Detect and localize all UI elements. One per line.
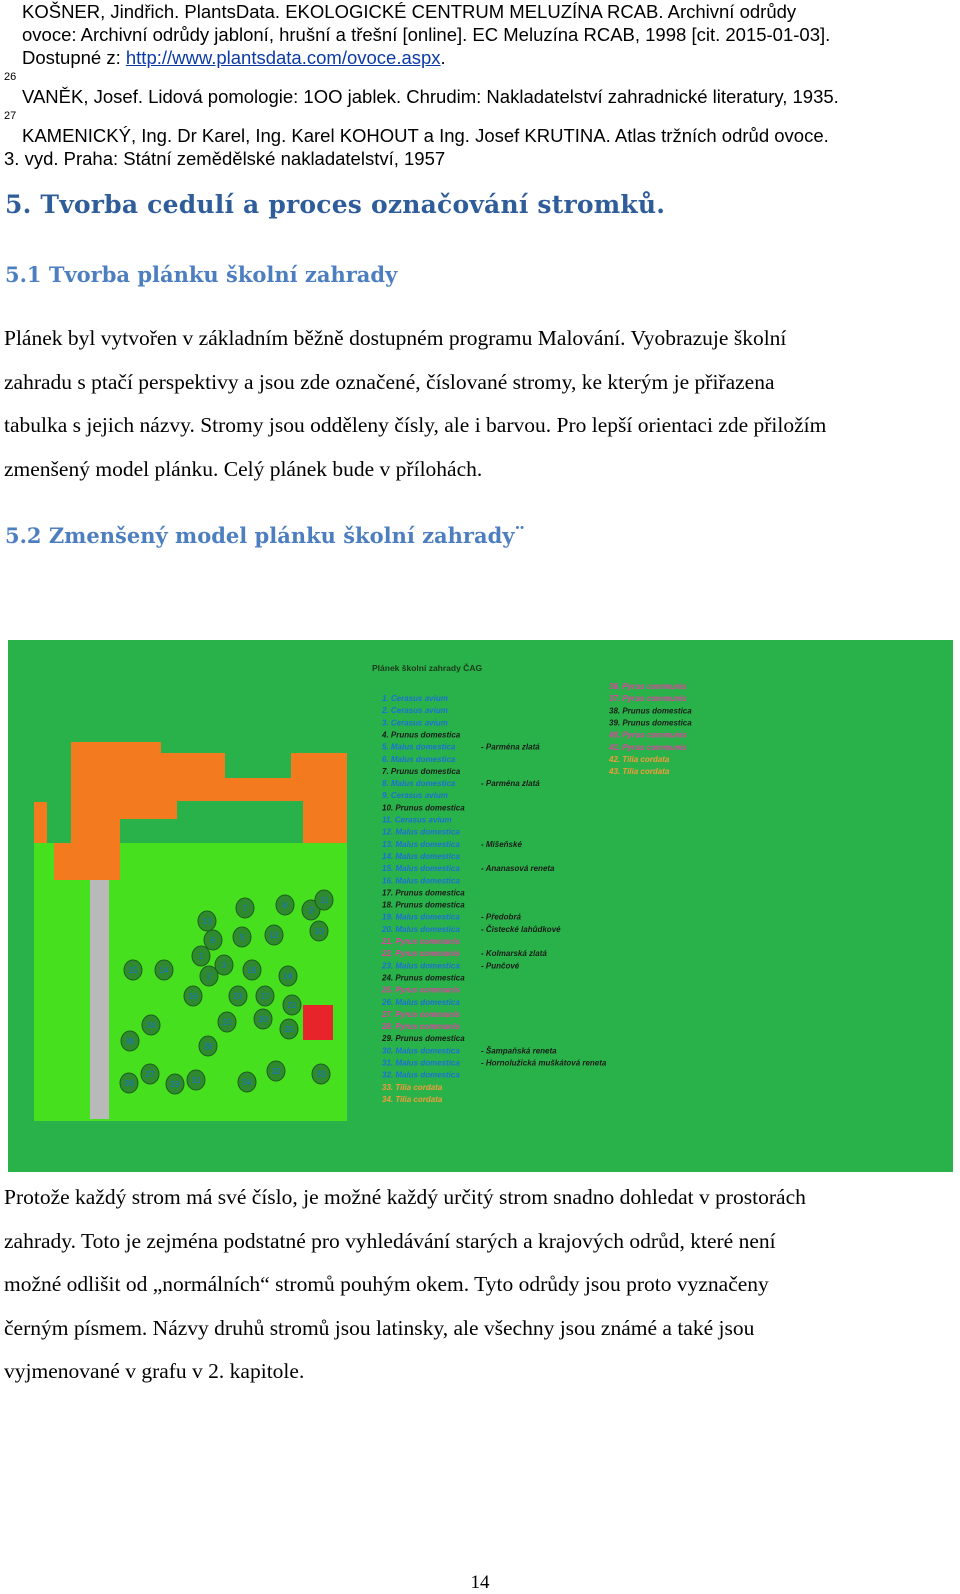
species-list-item: 9. Cerasus avium (382, 791, 448, 801)
species-list-item: 6. Malus domestica (382, 754, 456, 764)
variety-label: - Šampaňská reneta (481, 1046, 557, 1056)
page-number: 14 (470, 1572, 490, 1593)
plan-title: Plánek školní zahrady ČAG (372, 663, 483, 673)
tree-22 (218, 1012, 236, 1032)
tree-24 (142, 1015, 160, 1035)
tree-number: 31 (191, 1076, 201, 1085)
garden-path (90, 880, 109, 1119)
tree-number: 6 (210, 936, 216, 945)
tree-number: 19 (247, 966, 257, 975)
tree-10 (310, 921, 328, 941)
footnote-references (4, 0, 954, 170)
variety-label: - Předobrá (481, 912, 522, 922)
tree-3 (215, 955, 233, 975)
species-list-item: 42. Tilia cordata (609, 754, 670, 764)
variety-label: - Hornolužická muškátová reneta (481, 1058, 607, 1068)
tree-25 (280, 1019, 298, 1039)
species-list-item: 36. Pyrus communis (609, 682, 687, 691)
reference-27-line-1: KAMENICKÝ, Ing. Dr Karel, Ing. Karel KOHOUT a Ing. Josef KRUTINA. Atlas tržních odrůd ovoce. (22, 125, 829, 146)
species-list-item: 23. Malus domestica (382, 961, 460, 971)
reference-25 (4, 0, 954, 69)
tree-26 (199, 1036, 217, 1056)
tree-21 (283, 995, 301, 1015)
footnote-number-27: 27 (4, 110, 17, 122)
garden-plan-image (8, 640, 953, 1172)
tree-number: 9 (308, 906, 314, 915)
tree-29 (166, 1074, 184, 1094)
tree-number: 33 (316, 1070, 326, 1079)
tree-number: 2 (206, 972, 212, 981)
species-list-item: 10. Prunus domestica (382, 803, 465, 813)
tree-8 (276, 895, 294, 915)
tree-number: 32 (271, 1067, 281, 1076)
reference-27-line-2: 3. vyd. Praha: Státní zemědělské nakladatelství, 1957 (4, 148, 446, 169)
species-list-item: 8. Malus domestica (382, 779, 456, 789)
tree-27 (141, 1064, 159, 1084)
tree-number: 7 (242, 904, 248, 913)
tree-number: 3 (221, 961, 227, 970)
species-list-item: 26. Malus domestica (382, 997, 460, 1007)
paragraph-numbering-explanation (4, 1176, 952, 1394)
species-list-item: 39. Prunus domestica (609, 718, 692, 728)
tree-17 (256, 986, 274, 1006)
species-list-item: 25. Pyrus communis (382, 985, 460, 995)
species-list-item: 13. Malus domestica (382, 839, 460, 849)
subsection-title-5-1: 5.1 Tvorba plánku školní zahrady (5, 262, 398, 287)
species-list-item: 19. Malus domestica (382, 912, 460, 922)
tree-number: 25 (284, 1025, 294, 1034)
paragraph-line: zmenšený model plánku. Celý plánek bude v přílohách. (4, 456, 483, 481)
species-list-item: 27. Pyrus communis (382, 1009, 460, 1019)
paragraph-line: Plánek byl vytvořen v základním běžně dostupném programu Malování. Vyobrazuje školní (4, 326, 787, 350)
reference-26: VANĚK, Josef. Lidová pomologie: 1OO jablek. Chrudim: Nakladatelství zahradnické literatury, 1935. (22, 86, 839, 107)
species-list-item: 5. Malus domestica (382, 742, 456, 752)
tree-6 (204, 930, 222, 950)
species-list-item: 30. Malus domestica (382, 1046, 460, 1056)
species-list-item: 20. Malus domestica (382, 924, 460, 934)
tree-number: 11 (319, 896, 329, 905)
tree-number: 1 (198, 952, 204, 961)
paragraph-plan-description (4, 317, 952, 491)
tree-number: 10 (314, 927, 324, 936)
paragraph-line: tabulka s jejich názvy. Stromy jsou odděleny čísly, ale i barvou. Pro lepší orientaci zde přiložím (4, 413, 827, 437)
tree-number: 18 (283, 972, 293, 981)
tree-number: 8 (282, 901, 288, 910)
paragraph-line: vyjmenované v grafu v 2. kapitole. (4, 1359, 305, 1383)
tree-20 (254, 1009, 272, 1029)
tree-number: 20 (258, 1015, 268, 1024)
tree-5 (233, 927, 251, 947)
variety-label: - Punčové (481, 961, 520, 971)
species-list-item: 4. Prunus domestica (382, 730, 461, 740)
species-list-item: 29. Prunus domestica (382, 1034, 465, 1044)
species-list-item: 7. Prunus domestica (382, 766, 461, 776)
paragraph-line: Protože každý strom má své číslo, je možné každý určitý strom snadno dohledat v prostorách (4, 1185, 806, 1209)
species-list-item: 11. Cerasus avium (382, 815, 452, 825)
tree-33 (312, 1064, 330, 1084)
tree-number: 34 (242, 1078, 252, 1087)
species-list-item: 32. Malus domestica (382, 1070, 460, 1080)
tree-number: 28 (124, 1079, 134, 1088)
tree-1 (192, 946, 210, 966)
tree-18 (279, 966, 297, 986)
species-list-item: 1. Cerasus avium (382, 694, 448, 703)
variety-label: - Kolmarská zlatá (481, 949, 547, 959)
tree-7 (236, 898, 254, 918)
paragraph-line: zahrady. Toto je zejména podstatné pro vyhledávání starých a krajových odrůd, které není (4, 1228, 776, 1253)
tree-number: 17 (260, 992, 270, 1001)
species-list-item: 2. Cerasus avium (382, 706, 448, 716)
tree-number: 15 (128, 966, 138, 975)
tree-number: 13 (202, 917, 212, 926)
tree-16 (184, 986, 202, 1006)
tree-31 (187, 1070, 205, 1090)
paragraph-line: černým písmem. Názvy druhů stromů jsou latinsky, ale všechny jsou známé a také jsou (4, 1315, 755, 1340)
species-list-item: 31. Malus domestica (382, 1058, 460, 1068)
species-list-item: 21. Pyrus communis (382, 937, 460, 946)
tree-32 (267, 1061, 285, 1081)
species-list-item: 14. Malus domestica (382, 851, 460, 861)
species-list-item: 3. Cerasus avium (382, 718, 448, 728)
tree-number: 22 (222, 1018, 232, 1027)
tree-number: 16 (188, 992, 198, 1001)
species-list-item: 15. Malus domestica (382, 864, 460, 874)
tree-19 (243, 960, 261, 980)
species-list-item: 28. Pyrus communis (382, 1022, 460, 1032)
variety-label: - Míšeňské (481, 839, 522, 849)
species-list-item: 22. Pyrus communis (382, 949, 460, 959)
variety-label: - Čistecké lahůdkové (481, 924, 561, 934)
tree-number: 23 (233, 992, 243, 1001)
tree-number: 30 (125, 1037, 135, 1046)
section-title: 5. Tvorba cedulí a proces označování stromků. (5, 190, 666, 219)
footnote-number-26: 26 (4, 71, 17, 83)
garden-plan-svg (8, 640, 953, 1172)
species-list-item: 43. Tilia cordata (609, 767, 670, 777)
plantsdata-link[interactable]: http://www.plantsdata.com/ovoce.aspx (125, 47, 441, 68)
species-list-item: 17. Prunus domestica (382, 888, 465, 898)
tree-number: 24 (146, 1021, 156, 1030)
species-list-item: 33. Tilia cordata (382, 1082, 443, 1092)
tree-15 (124, 960, 142, 980)
tree-number: 21 (287, 1001, 297, 1010)
variety-label: - Parména zlatá (481, 742, 540, 752)
garden-shed (303, 1005, 333, 1040)
tree-14 (155, 960, 173, 980)
reference-25-line-3-suffix: . (440, 47, 446, 68)
species-list-item: 34. Tilia cordata (382, 1094, 443, 1104)
tree-number: 12 (269, 931, 279, 940)
tree-12 (265, 925, 283, 945)
species-list-item: 12. Malus domestica (382, 827, 460, 837)
paragraph-line: zahradu s ptačí perspektivy a jsou zde označené, číslované stromy, ke kterým je přiřazena (4, 369, 775, 394)
tree-23 (229, 986, 247, 1006)
tree-number: 27 (145, 1070, 155, 1079)
species-list-item: 40. Pyrus communis (609, 730, 687, 740)
subsection-title-5-2: 5.2 Zmenšený model plánku školní zahrady¨ (5, 523, 525, 548)
tree-28 (120, 1073, 138, 1093)
species-list-item: 18. Prunus domestica (382, 900, 465, 910)
species-list-item: 16. Malus domestica (382, 876, 460, 886)
tree-number: 29 (170, 1080, 180, 1089)
tree-11 (315, 890, 333, 910)
paragraph-line: možné odlišit od „normálních“ stromů pouhým okem. Tyto odrůdy jsou proto vyznačeny (4, 1272, 769, 1296)
tree-30 (121, 1031, 139, 1051)
tree-34 (238, 1072, 256, 1092)
variety-label: - Parména zlatá (481, 779, 540, 789)
tree-number: 5 (239, 933, 245, 942)
tree-number: 26 (203, 1042, 213, 1051)
tree-number: 14 (159, 966, 169, 975)
species-list-item: 41. Pyrus communis (609, 742, 687, 752)
species-list-item: 37. Pyrus communis (609, 694, 687, 704)
variety-label: - Ananasová reneta (481, 864, 555, 874)
species-list-item: 24. Prunus domestica (382, 973, 465, 983)
species-list-item: 38. Prunus domestica (609, 706, 692, 716)
reference-25-line-3-prefix: Dostupné z: (22, 47, 126, 68)
tree-13 (198, 911, 216, 931)
reference-25-line-1: KOŠNER, Jindřich. PlantsData. EKOLOGICKÉ CENTRUM MELUZÍNA RCAB. Archivní odrůdy (22, 1, 797, 22)
reference-25-line-2: ovoce: Archivní odrůdy jabloní, hrušní a třešní [online]. EC Meluzína RCAB, 1998 [cit. 2015-01-03]. (22, 24, 831, 45)
